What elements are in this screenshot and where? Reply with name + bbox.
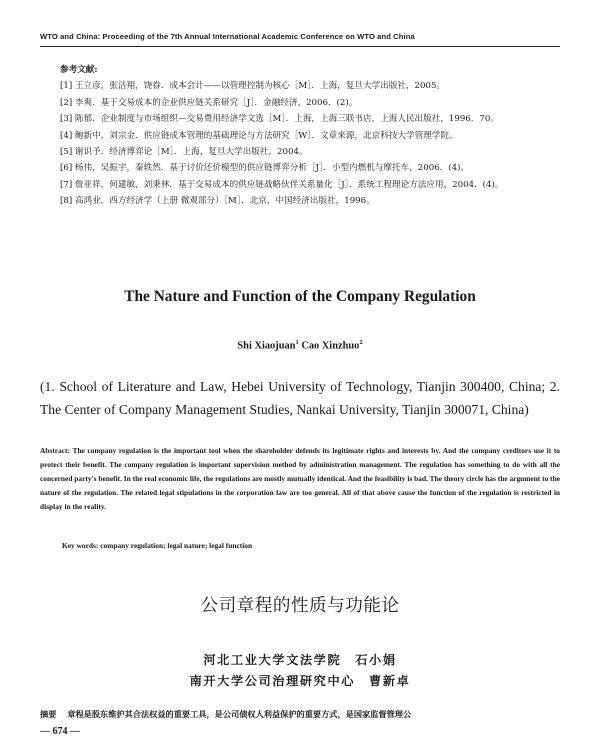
abstract-label: 摘要 xyxy=(40,709,57,719)
references-heading: 参考文献: xyxy=(60,65,98,75)
english-authors xyxy=(40,339,560,351)
english-abstract xyxy=(40,444,560,514)
reference-item: [4] 鲍新中，刘宗金．供应链成本管理的基础理论与方法研究［W］．文章来源，北京科技大学管理学院。 xyxy=(60,130,458,141)
keywords-label: Key words: xyxy=(62,541,99,550)
reference-item: [3] 陈郁．企业制度与市场组织—交易费用经济学文选［M］．上海，上海三联书店，上海人民出版社，1996．70。 xyxy=(60,114,499,125)
keywords-text: company regulation; legal nature; legal function xyxy=(100,541,253,550)
author-organization: 河北工业大学文法学院 xyxy=(203,653,342,667)
author-affiliation-mark: 1 xyxy=(295,339,299,346)
abstract-text: The company regulation is the important tool when the shareholder defends its legitimate rights and interests by. And the company creditors use it to protect their benefit. The company regulation is important supervision method by administration management. The regulation has something to do with all the concerned party's benefit. In the real economic life, the regulations are mostly mutually identical. And the feasibility is bad. The theory circle has the argument to the nature of the regulation. The related legal stipulations in the corporation law are too general. All of that above cause the function of the regulation is restricted in display in the reality. xyxy=(40,446,561,512)
reference-item: [5] 谢识予．经济博弈论［M］．上海，复旦大学出版社，2004。 xyxy=(60,147,308,158)
author-affiliation-mark: 2 xyxy=(359,339,363,346)
author-organization: 南开大学公司治理研究中心 xyxy=(189,674,356,688)
reference-item: [1] 王立彦，张洁翔，饶眷．成本会计——以管理控制为核心［M］．上海，复旦大学出版社，2005。 xyxy=(60,81,446,92)
author-name: 石小娟 xyxy=(355,653,397,667)
abstract-text: 章程是股东维护其合法权益的重要工具，是公司债权人利益保护的重要方式，是国家监督管理公 xyxy=(67,709,412,719)
chinese-abstract xyxy=(40,709,560,720)
chinese-title: 公司章程的性质与功能论 xyxy=(200,596,400,616)
author-name: Shi Xiaojuan xyxy=(237,340,296,352)
reference-item: [6] 杨伟，吴振宇，秦轶然．基于讨价还价模型的供应链博弈分析［J］．小型内燃机与摩托车，2006．(4)。 xyxy=(60,163,470,174)
author-name: Cao Xinzhuo xyxy=(301,340,360,352)
page-number: — 674 — xyxy=(40,726,80,737)
english-affiliation: (1. School of Literature and Law, Hebei University of Technology, Tianjin 300400, China; 2. The Center of Company Management Studies, Nankai University, Tianjin 300071, China) xyxy=(40,379,560,417)
running-header: WTO and China: Proceeding of the 7th Annual International Academic Conference on WTO and China xyxy=(40,32,415,41)
reference-item: [7] 詹亚祥，何建敏，刘秉林．基于交易成本的供应链战略伙伴关系量化［J］．系统工程理论方法应用，2004．(4)。 xyxy=(60,179,504,190)
reference-item: [2] 李爽．基于交易成本的企业供应链关系研究［J］．金融经济，2006．(2)。 xyxy=(60,97,358,108)
chinese-author-line xyxy=(40,672,560,689)
author-name: 曹新卓 xyxy=(369,674,411,688)
abstract-label: Abstract: xyxy=(40,446,70,455)
references-section xyxy=(60,62,560,210)
reference-item: [8] 高鸿业．西方经济学（上册 微观部分）［M］．北京，中国经济出版社，1996。 xyxy=(60,196,375,207)
english-title: The Nature and Function of the Company Regulation xyxy=(124,288,476,305)
header-rule xyxy=(40,46,560,47)
chinese-author-line xyxy=(40,651,560,668)
english-keywords xyxy=(62,541,552,550)
